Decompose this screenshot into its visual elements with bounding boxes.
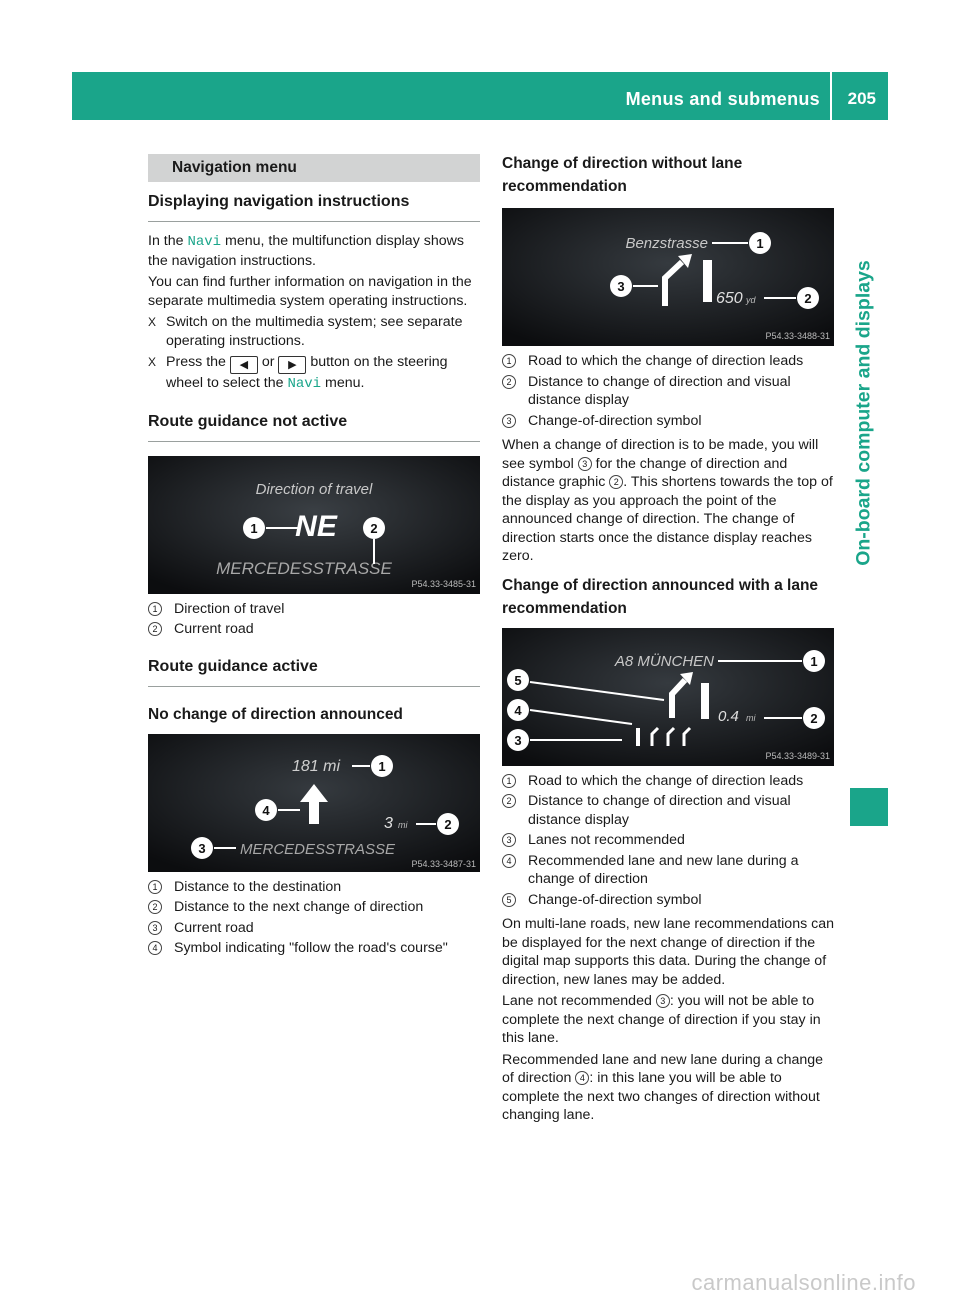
list-item: 3 Current road <box>148 919 480 938</box>
img4-callout-3: 3 <box>514 732 522 748</box>
heading-route-active: Route guidance active <box>148 657 480 687</box>
list-item: 2 Distance to the next change of direction <box>148 898 480 917</box>
img1-title: Direction of travel <box>255 480 373 498</box>
img4-road: A8 MÜNCHEN <box>614 652 714 670</box>
heading-no-change: No change of direction announced <box>148 705 403 723</box>
img3-distance: 650 <box>716 290 743 307</box>
img2-next-unit: mi <box>398 819 408 830</box>
display-image-without-lane <box>502 208 834 346</box>
img3-callout-2: 2 <box>804 291 812 306</box>
img4-unit: mi <box>746 712 756 723</box>
list-item: 4 Symbol indicating "follow the road's course" <box>148 939 480 958</box>
heading-with-lane: Change of direction announced with a lane recommendation <box>502 576 819 617</box>
paragraph-lane-not-recommended: Lane not recommended 3 : you will not be able to complete the next change of direction if you stay in this lane. <box>502 993 821 1046</box>
img2-callout-3: 3 <box>198 840 206 856</box>
img2-callout-2: 2 <box>444 816 452 832</box>
paragraph-recommended-lane: Recommended lane and new lane during a change of direction 4 : in this lane you will be able to complete the next two changes of direction without changing lane. <box>502 1051 824 1123</box>
list-item: 4 Recommended lane and new lane during a change of direction <box>502 852 834 889</box>
list-item: 3 Change-of-direction symbol <box>502 412 834 431</box>
img2-callout-1: 1 <box>378 758 386 774</box>
section-box-title: Navigation menu <box>148 154 480 182</box>
img3-road: Benzstrasse <box>625 235 708 252</box>
img2-distance: 181 mi <box>291 757 341 775</box>
step-arrow-icon: X <box>148 355 157 369</box>
list-item: 3 Lanes not recommended <box>502 831 834 850</box>
img4-callout-4: 4 <box>514 702 522 718</box>
img2-code: P54.33-3487-31 <box>411 858 476 869</box>
img1-callout-1: 1 <box>250 520 258 536</box>
inline-callout: 3 <box>656 994 670 1008</box>
paragraph-multi-lane: On multi-lane roads, new lane recommendations can be displayed for the next change of direction if the digital map supports this data. During the change of direction, new lanes may be added. <box>502 916 834 988</box>
img4-callout-5: 5 <box>514 672 522 688</box>
display-image-not-active <box>148 456 480 594</box>
navi-menu-term: Navi <box>187 234 222 250</box>
list-item: 2 Distance to change of direction and visual distance display <box>502 373 834 410</box>
list-item: 2 Distance to change of direction and visual distance display <box>502 792 834 829</box>
navi-menu-term: Navi <box>287 376 322 392</box>
img3-code: P54.33-3488-31 <box>765 331 830 341</box>
list-item: 2 Current road <box>148 620 480 639</box>
paragraph-change-explain: When a change of direction is to be made, you will see symbol 3 for the change of direction and distance graphic 2 . This shortens towards the top of the display as you approach the point of the announced change of direction. The change of direction starts once the distance display reaches zero. <box>502 437 833 564</box>
list-item: 1 Road to which the change of direction leads <box>502 352 834 371</box>
list-item: 1 Distance to the destination <box>148 878 480 897</box>
display-image-no-change <box>148 734 480 872</box>
step-switch-on: X Switch on the multimedia system; see separate operating instructions. <box>148 314 463 349</box>
side-tab-label: On-board computer and displays <box>852 260 875 566</box>
side-tab <box>841 128 888 698</box>
legend-not-active <box>148 600 480 639</box>
inline-callout: 4 <box>575 1071 589 1085</box>
img4-distance: 0.4 <box>718 707 739 725</box>
right-column <box>502 152 834 1128</box>
legend-with-lane <box>502 772 834 910</box>
img2-next: 3 <box>384 814 393 832</box>
paragraph-navi-menu: In the Navi menu, the multifunction display shows the navigation instructions. <box>148 233 464 269</box>
img2-road: MERCEDESSTRASSE <box>240 840 396 858</box>
img3-unit: yd <box>746 295 756 305</box>
heading-without-lane: Change of direction without lane recommendation <box>502 155 743 195</box>
legend-without-lane <box>502 352 834 430</box>
header-divider <box>830 72 832 120</box>
step-press-button: X Press the ◀ or ▶ button on the steering wheel to select the Navi menu. <box>148 354 448 392</box>
inline-callout: 2 <box>609 475 623 489</box>
img2-callout-4: 4 <box>262 802 270 818</box>
img4-callout-2: 2 <box>810 710 818 726</box>
distance-bar <box>703 260 712 302</box>
legend-no-change <box>148 878 480 958</box>
left-column <box>148 150 480 964</box>
step-arrow-icon: X <box>148 315 157 329</box>
side-tab-marker <box>850 788 888 826</box>
img1-callout-2: 2 <box>370 520 378 536</box>
paragraph-further-info: You can find further information on navigation in the separate multimedia system operating instructions. <box>148 274 472 309</box>
img4-code: P54.33-3489-31 <box>765 750 830 761</box>
display-image-with-lane <box>502 628 834 766</box>
list-item: 1 Road to which the change of direction leads <box>502 772 834 791</box>
inline-callout: 3 <box>578 457 592 471</box>
page-header <box>72 72 888 120</box>
img3-callout-1: 1 <box>756 236 764 251</box>
header-title: Menus and submenus <box>625 89 820 109</box>
footer-watermark: carmanualsonline.info <box>691 1270 916 1295</box>
page-number: 205 <box>847 89 876 108</box>
heading-displaying-navigation: Displaying navigation instructions <box>148 192 480 222</box>
img3-callout-3: 3 <box>617 279 625 294</box>
list-item: 5 Change-of-direction symbol <box>502 891 834 910</box>
right-arrow-key-icon: ▶ <box>278 356 306 374</box>
distance-bar <box>701 683 709 719</box>
img1-code: P54.33-3485-31 <box>411 578 476 589</box>
img1-road: MERCEDESSTRASSE <box>216 558 392 578</box>
left-arrow-key-icon: ◀ <box>230 356 258 374</box>
img1-heading: NE <box>295 509 337 543</box>
heading-route-not-active: Route guidance not active <box>148 412 480 442</box>
list-item: 1 Direction of travel <box>148 600 480 619</box>
img4-callout-1: 1 <box>810 653 818 669</box>
